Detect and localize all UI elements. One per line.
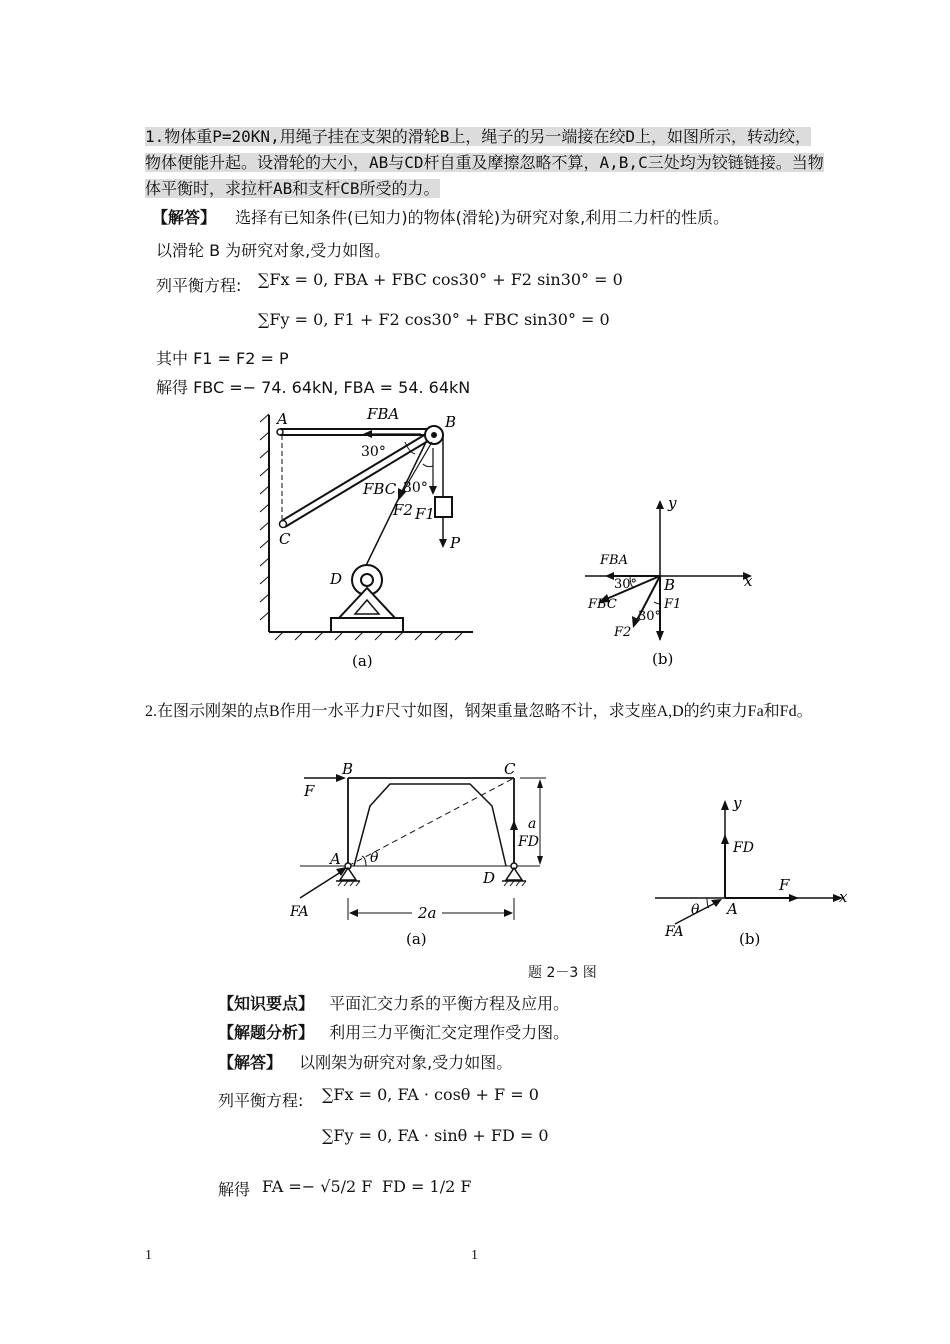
analysis-text: 利用三力平衡汇交定理作受力图。 <box>329 1023 570 1042</box>
support-d <box>506 868 522 880</box>
problem1-result: 解得 FBC =− 74. 64kN, FBA = 54. 64kN <box>156 378 471 397</box>
problem2-eq2: ∑Fy = 0, FA · sinθ + FD = 0 <box>322 1126 549 1145</box>
label-angle-1: 30° <box>614 577 638 592</box>
label-x: x <box>744 572 753 590</box>
problem1-text: 1.物体重P=20KN,用绳子挂在支架的滑轮B上，绳子的另一端接在绞D上，如图所示，转动绞，物体便能升起。设滑轮的大小，AB与CD杆自重及摩擦忽略不算，A,B,C三处均为铰链链接。当物体平衡时，求拉杆AB和支杆CB所受的力。 <box>145 127 824 198</box>
analysis-tag: 【解题分析】 <box>218 1023 315 1042</box>
problem2-eq1: ∑Fx = 0, FA · cosθ + F = 0 <box>322 1085 539 1104</box>
problem2-eq-label: 列平衡方程: <box>218 1091 304 1110</box>
problem1-figure-a <box>255 400 480 675</box>
weight-box <box>435 497 452 517</box>
caption-a: (a) <box>406 930 427 948</box>
label-fd: FD <box>733 840 754 856</box>
label-f1: F1 <box>664 597 682 612</box>
label-c: C <box>279 530 291 548</box>
label-2a: 2a <box>418 904 437 922</box>
answer-text: 以刚架为研究对象,受力如图。 <box>299 1053 513 1072</box>
caption-b: (b) <box>739 930 761 948</box>
label-fba: FBA <box>367 405 400 423</box>
dim-2a-head-left <box>349 909 358 917</box>
problem1-statement <box>145 124 825 202</box>
label-a: A <box>277 410 288 428</box>
label-angle-1: 30° <box>361 444 386 460</box>
label-y: y <box>668 494 677 512</box>
knowledge-text: 平面汇交力系的平衡方程及应用。 <box>329 994 570 1013</box>
label-fd: FD <box>518 834 539 850</box>
answer-text: 选择有已知条件(已知力)的物体(滑轮)为研究对象,利用二力杆的性质。 <box>235 208 730 227</box>
label-fbc: FBC <box>363 480 397 498</box>
problem2-result-label: 解得 <box>218 1180 251 1199</box>
label-b: B <box>342 760 354 778</box>
label-a-dim: a <box>528 816 537 832</box>
problem1-eq-label: 列平衡方程: <box>156 276 242 295</box>
caption-b: (b) <box>652 650 674 668</box>
arrow-fd-head <box>510 820 518 830</box>
problem2-figure-a <box>290 758 560 953</box>
label-fbc: FBC <box>588 597 617 612</box>
label-x: x <box>839 888 848 906</box>
label-p: P <box>450 534 461 552</box>
label-fa: FA <box>665 924 684 940</box>
theta-arc <box>362 856 366 866</box>
knowledge-tag: 【知识要点】 <box>218 994 315 1013</box>
arrow-f1-head <box>656 631 664 641</box>
label-f2: F2 <box>393 501 413 519</box>
arrow-f-head <box>789 894 799 902</box>
arrow-fa-head <box>711 899 722 907</box>
problem1-eq2: ∑Fy = 0, F1 + F2 cos30° + FBC sin30° = 0 <box>258 310 610 329</box>
problem1-figure-b <box>580 490 765 675</box>
hinge-a <box>277 429 283 435</box>
problem1-where: 其中 F1 = F2 = P <box>156 349 289 368</box>
footer-page-left: 1 <box>145 1248 152 1263</box>
label-b: B <box>664 576 676 594</box>
label-b: B <box>445 413 457 431</box>
caption-a: (a) <box>352 652 373 670</box>
angle-arc-2 <box>423 464 433 467</box>
answer-tag: 【解答】 <box>218 1053 283 1072</box>
figure-title: 题 2－3 图 <box>528 965 597 981</box>
problem2-analysis <box>218 1020 569 1043</box>
problem2-result-fd: FD = 1/2 F <box>382 1177 472 1196</box>
label-f1: F1 <box>415 505 435 523</box>
axis-y-head <box>721 800 729 810</box>
label-angle-2: 30° <box>403 480 428 496</box>
label-fba: FBA <box>600 553 628 568</box>
label-f: F <box>304 782 315 800</box>
winch-d-inner <box>361 574 373 586</box>
pulley-b-center <box>431 432 437 438</box>
floor-hatch <box>275 632 463 640</box>
problem2-figure-b <box>655 790 855 955</box>
arrow-fa <box>300 870 344 898</box>
dim-2a-head-right <box>504 909 513 917</box>
dim-a-head-bottom <box>537 856 543 865</box>
label-d: D <box>483 869 496 887</box>
label-theta: θ <box>691 902 700 918</box>
problem2-knowledge <box>218 991 569 1014</box>
label-fa: FA <box>290 904 309 920</box>
winch-base <box>331 618 403 632</box>
problem1-line2: 以滑轮 B 为研究对象,受力如图。 <box>156 241 391 260</box>
label-a: A <box>330 850 341 868</box>
answer-tag: 【解答】 <box>152 208 217 227</box>
label-c: C <box>504 760 516 778</box>
label-d: D <box>330 570 343 588</box>
problem1-answer-line <box>152 205 729 228</box>
arrow-fba-head <box>363 430 372 438</box>
wall-hatch <box>260 414 269 620</box>
problem2-result-fa: FA =− √5/2 F <box>262 1177 373 1196</box>
axis-y-head <box>656 500 664 509</box>
label-a: A <box>727 900 738 918</box>
arrow-p-head <box>439 539 447 548</box>
problem2-statement: 2.在图示刚架的点B作用一水平力F尺寸如图，钢架重量忽略不计，求支座A,D的约束力Fa和Fd。 <box>145 703 813 720</box>
label-theta: θ <box>370 850 379 866</box>
arrow-fd-head <box>721 834 729 844</box>
hinge-c <box>280 521 287 528</box>
label-y: y <box>733 794 742 812</box>
arrow-fba-head <box>605 572 614 580</box>
arrow-f1-head <box>429 486 437 495</box>
label-f2: F2 <box>614 625 632 640</box>
label-angle-2: 30° <box>638 609 662 624</box>
problem2-answer <box>218 1050 512 1073</box>
problem1-eq1: ∑Fx = 0, FBA + FBC cos30° + F2 sin30° = 0 <box>258 270 623 289</box>
label-f: F <box>779 876 790 894</box>
dim-a-head-top <box>537 779 543 788</box>
footer-page-center: 1 <box>471 1248 478 1263</box>
